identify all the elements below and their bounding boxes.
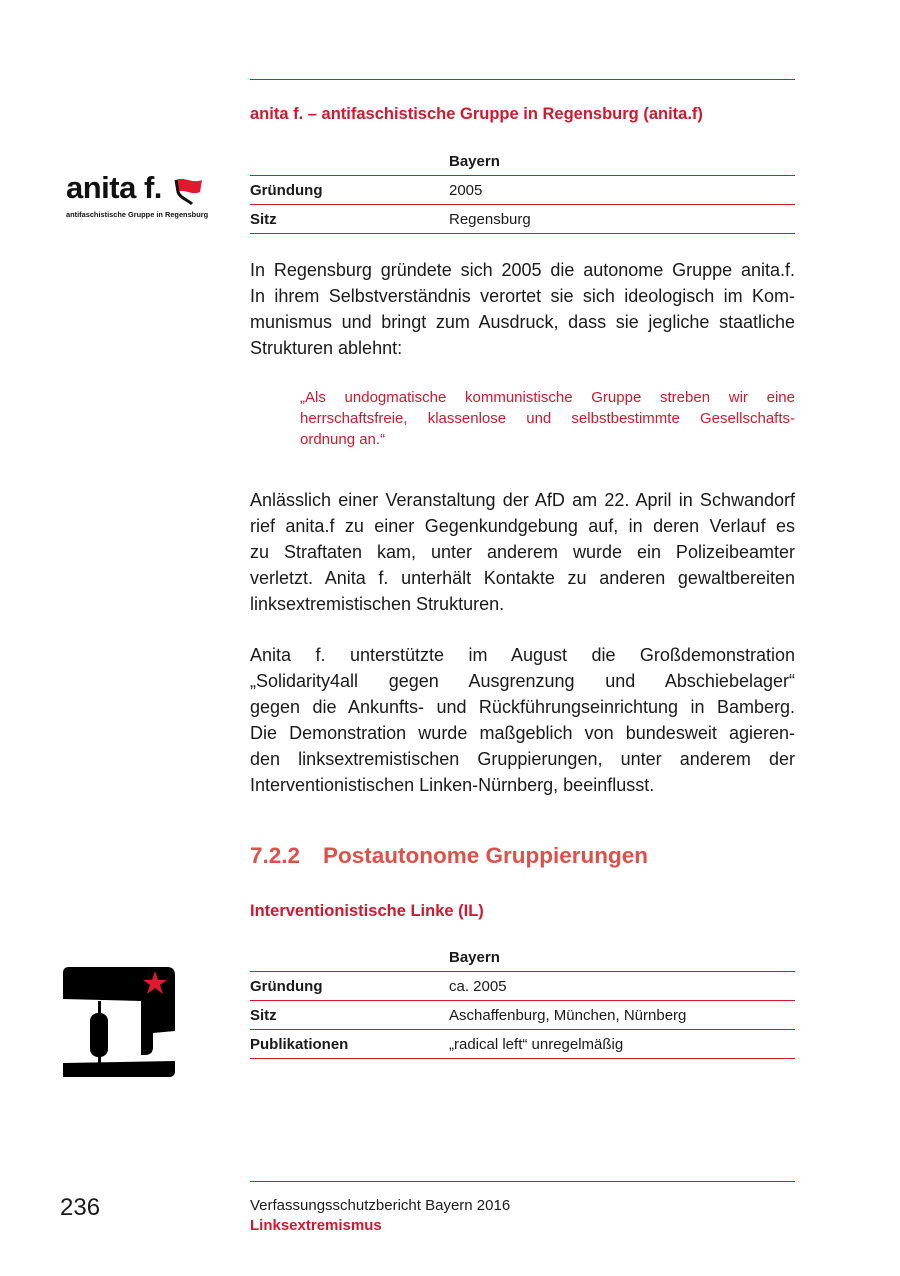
section-title-anita-f: anita f. – antifaschistische Gruppe in Regensburg (anita.f) [250, 105, 703, 123]
table-header: Bayern [449, 147, 795, 176]
section-subtitle-il: Interventionistische Linke (IL) [250, 902, 484, 920]
footer-chapter: Linksextremismus [250, 1217, 382, 1234]
info-table-anita-f [250, 147, 795, 234]
page-number: 236 [60, 1194, 101, 1221]
paragraph-3: Anita f. unterstützte im August die Großdemonstration „Solidarity4all gegen Ausgrenzung und Abschiebelager“ gegen die Ankunfts- und Rückführungseinrichtung in Bamberg. Die Demonstration wurde maßgeblich von bundesweit agieren- den linksextremistischen Gruppierungen, unter anderem der Interventionistischen Linken-Nürnberg, beeinflusst. [250, 645, 795, 795]
table-header: Bayern [449, 943, 795, 972]
info-table-il [250, 943, 795, 1059]
table-row: Gründung 2005 [250, 176, 795, 205]
paragraph-1: In Regensburg gründete sich 2005 die autonome Gruppe anita.f. In ihrem Selbstverständnis verortet sie sich ideologisch im Kom- munismus und bringt zum Ausdruck, dass sie jegliche staatliche Strukturen ablehnt: [250, 260, 795, 358]
table-row: Gründung ca. 2005 [250, 972, 795, 1001]
paragraph-2: Anlässlich einer Veranstaltung der AfD am 22. April in Schwandorf rief anita.f zu einer Gegenkundgebung auf, in deren Verlauf es zu Straftaten kam, unter anderem wurde ein Polizeibeamter verletzt. Anita f. unterhält Kontakte zu anderen gewaltbereiten linksextremistischen Strukturen. [250, 490, 795, 614]
red-flag-icon [170, 176, 204, 208]
anita-f-logo [66, 170, 211, 224]
section-heading: 7.2.2 Postautonome Gruppierungen [250, 843, 649, 868]
quote: „Als undogmatische kommunistische Gruppe streben wir eine herrschaftsfreie, klassenlose und selbstbestimmte Gesellschafts- ordnung an.“ [300, 389, 795, 448]
table-row: Sitz Regensburg [250, 205, 795, 234]
footer-publication: Verfassungsschutzbericht Bayern 2016 [250, 1197, 511, 1214]
table-row: Sitz Aschaffenburg, München, Nürnberg [250, 1001, 795, 1030]
logo-subtext: antifaschistische Gruppe in Regensburg [66, 210, 209, 219]
logo-text: anita f. [66, 170, 162, 205]
footer-rule [250, 1181, 795, 1182]
top-rule [250, 79, 795, 80]
interventionistische-linke-logo [63, 967, 175, 1077]
table-row: Publikationen „radical left“ unregelmäßig [250, 1030, 795, 1059]
